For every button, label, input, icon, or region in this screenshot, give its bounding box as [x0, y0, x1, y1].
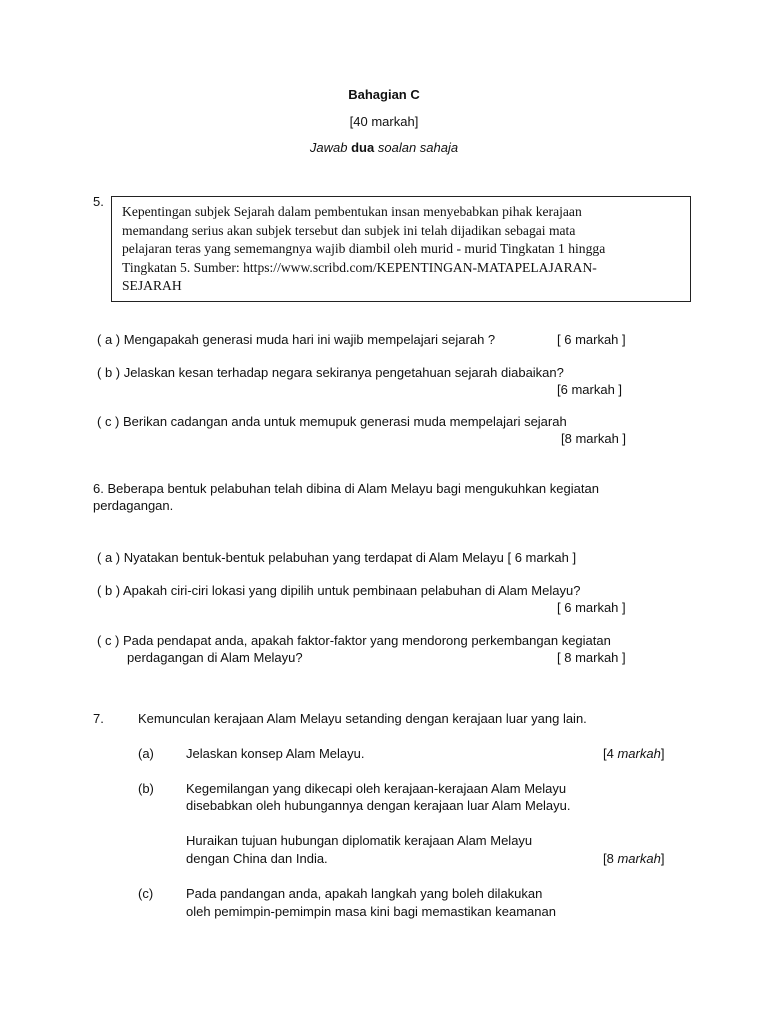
instruction-part-2: dua — [351, 140, 375, 155]
question-7a-text: Jelaskan konsep Alam Melayu. — [186, 746, 365, 761]
question-7-number: 7. — [93, 711, 104, 726]
question-6c-text-line-2: perdagangan di Alam Melayu? — [127, 650, 303, 665]
instruction-part-3: soalan sahaja — [377, 140, 459, 155]
question-7b-marks-open: [8 — [603, 851, 618, 866]
question-7c-text-line-1: Pada pandangan anda, apakah langkah yang boleh dilakukan — [186, 886, 543, 901]
question-6b-marks: [ 6 markah ] — [557, 600, 626, 615]
question-7b-marks-close: ] — [660, 851, 665, 866]
question-7a-label: (a) — [138, 746, 154, 761]
source-line-1: Kepentingan subjek Sejarah dalam pembentukan insan menyebabkan pihak kerajaan — [122, 204, 582, 219]
source-line-3: pelajaran teras yang sememangnya wajib diambil oleh murid - murid Tingkatan 1 hingga — [122, 241, 606, 256]
question-5b-text: ( b ) Jelaskan kesan terhadap negara sekiranya pengetahuan sejarah diabaikan? — [97, 365, 564, 380]
question-5c-marks: [8 markah ] — [561, 431, 627, 446]
question-6-intro-line-2: perdagangan. — [93, 498, 174, 513]
question-7a-marks-close: ] — [660, 746, 665, 761]
question-7-intro: Kemunculan kerajaan Alam Melayu setanding dengan kerajaan luar yang lain. — [138, 711, 587, 726]
question-7c-text-line-2: oleh pemimpin-pemimpin masa kini bagi memastikan keamanan — [186, 904, 556, 919]
question-5-source-box — [111, 196, 691, 302]
instruction — [0, 140, 768, 155]
question-7a-marks — [603, 746, 664, 761]
question-6c-marks: [ 8 markah ] — [557, 650, 626, 665]
question-5a-text: ( a ) Mengapakah generasi muda hari ini wajib mempelajari sejarah ? — [97, 332, 496, 347]
question-5c-text: ( c ) Berikan cadangan anda untuk memupuk generasi muda mempelajari sejarah — [97, 414, 567, 429]
instruction-part-1: Jawab — [309, 140, 348, 155]
question-7b-text-line-3: Huraikan tujuan hubungan diplomatik kerajaan Alam Melayu — [186, 833, 533, 848]
question-6c-text-line-1: ( c ) Pada pendapat anda, apakah faktor-faktor yang mendorong perkembangan kegiatan — [97, 633, 611, 648]
question-5a-marks: [ 6 markah ] — [557, 332, 626, 347]
question-7b-text-line-2: disebabkan oleh hubungannya dengan kerajaan luar Alam Melayu. — [186, 798, 571, 813]
question-7b-text-line-1: Kegemilangan yang dikecapi oleh kerajaan-kerajaan Alam Melayu — [186, 781, 567, 796]
question-7b-marks — [603, 851, 664, 866]
source-line-4: Tingkatan 5. Sumber: https://www.scribd.com/KEPENTINGAN-MATAPELAJARAN- — [122, 259, 597, 275]
source-line-5: SEJARAH — [122, 278, 182, 293]
question-6a-text: ( a ) Nyatakan bentuk-bentuk pelabuhan yang terdapat di Alam Melayu [ 6 markah ] — [97, 550, 577, 565]
question-7b-marks-word: markah — [617, 851, 661, 866]
question-7a-marks-open: [4 — [603, 746, 618, 761]
question-7c-label: (c) — [138, 886, 154, 901]
question-6-intro-line-1: 6. Beberapa bentuk pelabuhan telah dibina di Alam Melayu bagi mengukuhkan kegiatan — [93, 481, 599, 496]
section-title: Bahagian C — [348, 87, 420, 102]
question-7a-marks-word: markah — [617, 746, 661, 761]
question-5b-marks: [6 markah ] — [557, 382, 623, 397]
question-7b-label: (b) — [138, 781, 154, 796]
section-marks: [40 markah] — [349, 114, 419, 129]
question-7b-text-line-4: dengan China dan India. — [186, 851, 328, 866]
question-6b-text: ( b ) Apakah ciri-ciri lokasi yang dipilih untuk pembinaan pelabuhan di Alam Melayu? — [97, 583, 581, 598]
question-5-number: 5. — [93, 194, 104, 209]
source-line-2: memandang serius akan subjek tersebut dan subjek ini telah dijadikan sebagai mata — [122, 222, 576, 238]
